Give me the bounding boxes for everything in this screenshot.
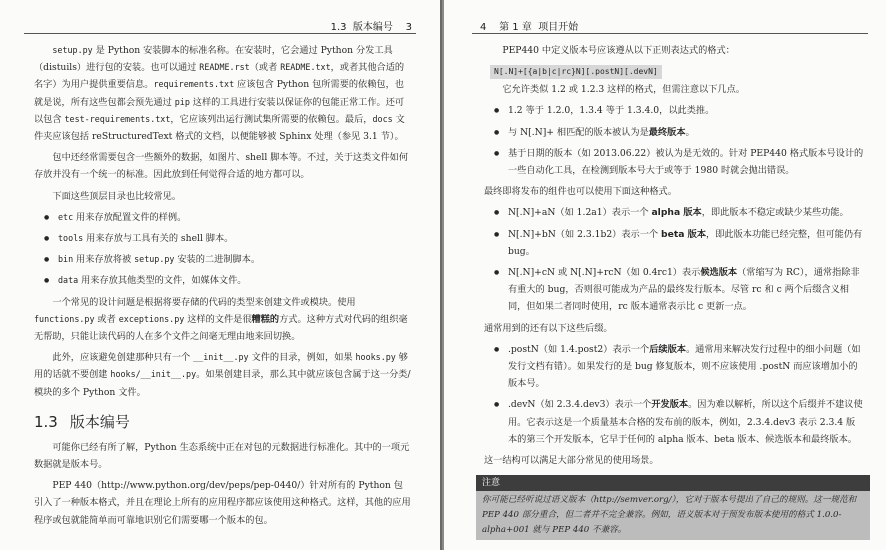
paragraph: 包中还经常需要包含一些额外的数据，如图片、shell 脚本等。不过，关于这类文件如何存放并没有一个统一的标准。因此放到任何觉得合适的地方都可以。 xyxy=(34,152,409,181)
header-rule xyxy=(472,33,868,34)
section-heading: 1.3 版本编号 xyxy=(34,412,130,431)
list-item: ● bin 用来存放将被 setup.py 安装的二进制脚本。 xyxy=(34,251,412,268)
list-item: ● N[.N]+cN 或 N[.N]+rcN（如 0.4rc1）表示候选版本（常缩写为 RC），通常指除非有重大的 bug，否则很可能成为产品的最终发行版本。尽管 rc 和 c 两个后缀含义相同，但如果二者同时使用，rc 版本通常表示比 c 更新一点。 xyxy=(484,264,864,316)
paragraph: 通常用到的还有以下这些后缀。 xyxy=(484,322,613,334)
list-item: ● etc 用来存放配置文件的样例。 xyxy=(34,209,412,226)
paragraph: 最终即将发布的组件也可以使用下面这种格式。 xyxy=(484,186,677,198)
list-item: ● 基于日期的版本（如 2013.06.22）被认为是无效的。针对 PEP440 格式版本号设计的一些自动化工具，在检测到版本号大于或等于 1980 时就会抛出错误。 xyxy=(484,145,864,179)
paragraph: setup.py 是 Python 安装脚本的标准名称。在安装时，它会通过 Python 分发工具（distuils）进行包的安装。也可以通过 README.rst（或者 README.txt，或者其他合适的名字）为用户提供重要信息。requirements.txt 应该包含 Python 包所需要的依赖包，也就是说，所有这些包都会预先通过 pip 这样的工具进行安装以保证你的包能正常工作。还可以包含 test-requirements.txt，它应该列出运行测试集所需要的依赖包。最后，docs 文件夹应该包括 reStructuredText 格式的文档，以便能够被 Sphinx 处理（参见 3.1 节）。 xyxy=(34,45,405,143)
list-item: ● .postN（如 1.4.post2）表示一个后续版本。通常用来解决发行过程中的细小问题（如发行文档有错）。如果发行的是 bug 修复版本，则不应该使用 .postN 而应该增加小的版本号。 xyxy=(484,341,864,393)
header-section-number: 1.3 xyxy=(330,22,347,33)
left-page-body xyxy=(34,42,412,533)
paragraph: 此外，应该避免创建那种只有一个 __init__.py 文件的目录，例如，如果 hooks.py 够用的话就不要创建 hooks/__init__.py。如果创建目录，那么其中就应该包含属于这一分类/模块的多个 Python 文件。 xyxy=(34,352,411,398)
right-page-body xyxy=(484,42,864,540)
left-page xyxy=(0,0,440,550)
note-label: 注意 xyxy=(476,475,870,491)
list-item: ● N[.N]+aN（如 1.2a1）表示一个 alpha 版本，即此版本不稳定或缺少某些功能。 xyxy=(484,204,864,221)
list-item: ● data 用来存放其他类型的文件，如媒体文件。 xyxy=(34,272,412,289)
paragraph: 可能你已经有所了解，Python 生态系统中正在对包的元数据进行标准化。其中的一项元数据就是版本号。 xyxy=(34,441,410,471)
header-chapter: 第 1 章 xyxy=(499,22,532,33)
header-rule xyxy=(24,33,416,34)
list-item: ● 与 N[.N]+ 相匹配的版本被认为是最终版本。 xyxy=(484,124,864,141)
right-page xyxy=(444,0,886,550)
paragraph: 下面这些顶层目录也比较常见。 xyxy=(52,190,182,202)
list-item: ● 1.2 等于 1.2.0，1.3.4 等于 1.3.4.0，以此类推。 xyxy=(484,102,864,119)
list-item: ● N[.N]+bN（如 2.3.1b2）表示一个 beta 版本，即此版本功能已经完整，但可能仍有 bug。 xyxy=(484,226,864,260)
paragraph: 这一结构可以满足大部分常见的使用场景。 xyxy=(484,455,659,467)
left-running-header xyxy=(331,18,412,33)
note-text: 你可能已经听说过语义版本（http://semver.org/），它对于版本号提出了自己的规则。这一规范和 PEP 440 部分重合，但二者并不完全兼容。例如，语义版本对于预发布版本使用的格式 1.0.0-alpha+001 就与 PEP 440 不兼容。 xyxy=(482,495,857,536)
paragraph: PEP440 中定义版本号应该遵从以下正则表达式的格式： xyxy=(502,45,735,56)
header-section-title: 版本编号 xyxy=(352,22,393,33)
paragraph: 一个常见的设计问题是根据将要存储的代码的类型来创建文件或模块。使用 functions.py 或者 exceptions.py 这样的文件是很糟糕的方式。这种方式对代码的组织毫无帮助，只能让读代码的人在多个文件之间毫无理由地来回切换。 xyxy=(34,296,408,343)
paragraph: PEP 440（http://www.python.org/dev/peps/pep-0440/）针对所有的 Python 包引入了一种版本格式，并且在理论上所有的应用程序都应该使用这种格式。这样，其他的应用程序或包就能简单而可靠地识别它们需要哪一个版本的包。 xyxy=(34,480,411,526)
list-item: ● tools 用来存放与工具有关的 shell 脚本。 xyxy=(34,230,412,247)
paragraph: 它允许类似 1.2 或 1.2.3 这样的格式，但需注意以下几点。 xyxy=(502,84,745,96)
page-number: 4 xyxy=(480,22,487,33)
page-number: 3 xyxy=(405,22,412,33)
note-box xyxy=(476,475,870,540)
regex-pattern: N[.N]+[{a|b|c|rc}N][.postN][.devN] xyxy=(490,65,662,79)
right-running-header xyxy=(480,18,578,33)
header-chapter-title: 项目开始 xyxy=(538,22,579,33)
list-item: ● .devN（如 2.3.4.dev3）表示一个开发版本。因为难以解析，所以这个后缀并不建议使用。它表示这是一个质量基本合格的发布前的版本，例如，2.3.4.dev3 表示 2.3.4 版本的第三个开发版本，它早于任何的 alpha 版本、beta 版本、候选版本和最终版本。 xyxy=(484,396,864,448)
